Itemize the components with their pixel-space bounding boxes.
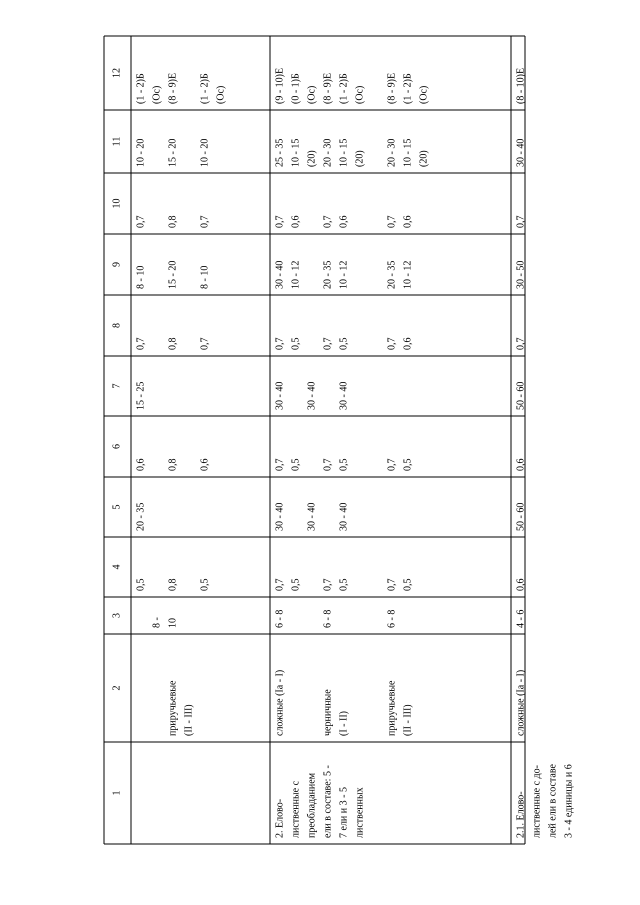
table-cell-text: 0,6 <box>338 215 350 228</box>
table-cell-text: 0,7 <box>322 578 334 591</box>
table-cell-text: 20 - 30 <box>386 138 398 167</box>
table-cell-text: 30 - 40 <box>306 502 318 531</box>
table-cell-text: (Ос) <box>306 85 318 104</box>
table-cell-text: 30 - 40 <box>306 381 318 410</box>
table-cell-text: 4 - 6 <box>515 609 527 628</box>
table-cell-text: 0,7 <box>386 215 398 228</box>
column-number-header: 12 <box>111 68 123 78</box>
table-cell-text: 2. Елово- <box>274 798 286 838</box>
column-number-header: 5 <box>111 504 123 510</box>
table-cell-text: 20 - 35 <box>386 260 398 289</box>
table-cell-text: (8 - 9)Е <box>167 72 179 104</box>
table-cell-text: лиственные с до- <box>531 765 543 838</box>
table-cell-text: 0,5 <box>199 578 211 591</box>
table-cell-text: 0,7 <box>515 215 527 228</box>
table-cell-text: 0,5 <box>135 578 147 591</box>
table-cell-text: 0,5 <box>290 337 302 350</box>
table-cell-text: (0 - 1)Б <box>290 73 302 104</box>
table-cell-text: 50 - 60 <box>515 502 527 531</box>
table-cell-text: 0,8 <box>167 578 179 591</box>
table-cell-text: 25 - 35 <box>274 138 286 167</box>
table-cell-text: 0,6 <box>290 215 302 228</box>
table-cell-text: (II - III) <box>402 704 414 736</box>
table-cell-text: 2.1. Елово- <box>515 791 527 838</box>
table-cell-text: лиственных <box>354 787 366 838</box>
table-cell-text: 30 - 40 <box>338 502 350 531</box>
table-cell-text: 30 - 50 <box>515 260 527 289</box>
table-cell-text: 3 - 4 единицы и 6 <box>563 764 575 838</box>
table-cell-text: 0,6 <box>402 337 414 350</box>
table-cell-text: лиственные с <box>290 780 302 838</box>
table-cell-text: (I - II) <box>338 711 350 736</box>
table-cell-text: 8 - 10 <box>135 265 147 289</box>
table-cell-text: 20 - 30 <box>322 138 334 167</box>
column-number-header: 6 <box>111 444 123 449</box>
table-cell-text: 0,7 <box>135 215 147 228</box>
table-cell-text: 0,6 <box>135 458 147 471</box>
table-cell-text: (20) <box>354 150 366 167</box>
table-cell-text: 6 - 8 <box>322 609 334 628</box>
table-cell-text: 10 - 12 <box>290 260 302 289</box>
table-cell-text: сложные (Iа - I) <box>515 669 527 736</box>
table-cell-text: 8 - 10 <box>199 265 211 289</box>
table-cell-text: 10 - 15 <box>290 138 302 167</box>
column-number-header: 8 <box>111 323 123 328</box>
table-cell-text: 8 - <box>151 617 163 628</box>
table-cell-text: 20 - 35 <box>135 502 147 531</box>
table-content <box>111 68 574 838</box>
table-cell-text: черничные <box>322 689 334 736</box>
table-cell-text: 0,7 <box>386 578 398 591</box>
table-cell-text: 0,7 <box>322 215 334 228</box>
column-number-header: 4 <box>111 564 123 570</box>
table-cell-text: 30 - 40 <box>515 138 527 167</box>
table-cell-text: 0,7 <box>322 337 334 350</box>
table-cell-text: 10 - 15 <box>402 138 414 167</box>
table-cell-text: 30 - 40 <box>274 381 286 410</box>
table-cell-text: (8 - 10)Е <box>515 67 527 104</box>
table-cell-text: 0,7 <box>274 215 286 228</box>
table-cell-text: 50 - 60 <box>515 381 527 410</box>
table-cell-text: 6 - 8 <box>386 609 398 628</box>
table-cell-text: 10 - 20 <box>199 138 211 167</box>
table-cell-text: 0,5 <box>338 458 350 471</box>
table-cell-text: 0,5 <box>402 578 414 591</box>
table-cell-text: 0,7 <box>274 458 286 471</box>
table-cell-text: (1 - 2)Б <box>338 73 350 104</box>
table-cell-text: 7 ели и 3 - 5 <box>338 787 350 838</box>
table-cell-text: (Ос) <box>354 85 366 104</box>
table-cell-text: 0,8 <box>167 337 179 350</box>
table-cell-text: лей ели в составе <box>547 764 559 838</box>
table-cell-text: 10 - 12 <box>338 260 350 289</box>
table-cell-text: 0,5 <box>290 578 302 591</box>
table-cell-text: (8 - 9)Е <box>322 72 334 104</box>
table-cell-text: 0,6 <box>515 458 527 471</box>
table-cell-text: 30 - 40 <box>274 260 286 289</box>
table-cell-text: ели в составе: 5 - <box>322 765 334 838</box>
table-cell-text: (Ос) <box>215 85 227 104</box>
column-number-header: 2 <box>111 685 123 691</box>
table-cell-text: 0,5 <box>338 337 350 350</box>
column-number-header: 9 <box>111 262 123 267</box>
rotated-data-table <box>104 36 575 844</box>
table-cell-text: (Ос) <box>418 85 430 104</box>
table-cell-text: преобладанием <box>306 772 318 838</box>
table-cell-text: 6 - 8 <box>274 609 286 628</box>
table-cell-text: 0,5 <box>338 578 350 591</box>
table-cell-text: сложные (Iа - I) <box>274 669 286 736</box>
table-cell-text: 0,7 <box>386 458 398 471</box>
table-cell-text: (20) <box>306 150 318 167</box>
table-cell-text: 10 <box>167 618 179 628</box>
table-cell-text: приручьевые <box>167 680 179 736</box>
column-number-header: 11 <box>111 136 123 147</box>
table-cell-text: приручьевые <box>386 680 398 736</box>
table-cell-text: 0,8 <box>167 458 179 471</box>
table-cell-text: 0,7 <box>199 337 211 350</box>
table-cell-text: (8 - 9)Е <box>386 72 398 104</box>
table-cell-text: (1 - 2)Б <box>402 73 414 104</box>
table-cell-text: 0,5 <box>290 458 302 471</box>
table-cell-text: (1 - 2)Б <box>135 73 147 104</box>
table-cell-text: 0,7 <box>386 337 398 350</box>
table-cell-text: (II - III) <box>183 704 195 736</box>
table-cell-text: (20) <box>418 150 430 167</box>
table-cell-text: 0,7 <box>135 337 147 350</box>
table-cell-text: 15 - 20 <box>167 260 179 289</box>
table-cell-text: 0,5 <box>402 458 414 471</box>
table-cell-text: 0,7 <box>515 337 527 350</box>
column-number-header: 3 <box>111 613 123 618</box>
table-cell-text: 10 - 12 <box>402 260 414 289</box>
table-cell-text: 0,7 <box>274 578 286 591</box>
table-cell-text: 0,8 <box>167 215 179 228</box>
table-cell-text: (9 - 10)Е <box>274 67 286 104</box>
table-cell-text: 15 - 25 <box>135 381 147 410</box>
table-cell-text: 0,7 <box>199 215 211 228</box>
table-cell-text: (Ос) <box>151 85 163 104</box>
column-number-header: 1 <box>111 790 123 796</box>
table-cell-text: 10 - 15 <box>338 138 350 167</box>
table-cell-text: 30 - 40 <box>338 381 350 410</box>
table-cell-text: 15 - 20 <box>167 138 179 167</box>
table-cell-text: 0,6 <box>199 458 211 471</box>
column-number-header: 7 <box>111 383 123 389</box>
table-cell-text: 10 - 20 <box>135 138 147 167</box>
table-cell-text: 0,7 <box>322 458 334 471</box>
table-cell-text: 20 - 35 <box>322 260 334 289</box>
table-cell-text: 0,6 <box>402 215 414 228</box>
table-cell-text: 30 - 40 <box>274 502 286 531</box>
column-number-header: 10 <box>111 198 123 209</box>
table-cell-text: 0,6 <box>515 578 527 591</box>
table-cell-text: (1 - 2)Б <box>199 73 211 104</box>
table-cell-text: 0,7 <box>274 337 286 350</box>
